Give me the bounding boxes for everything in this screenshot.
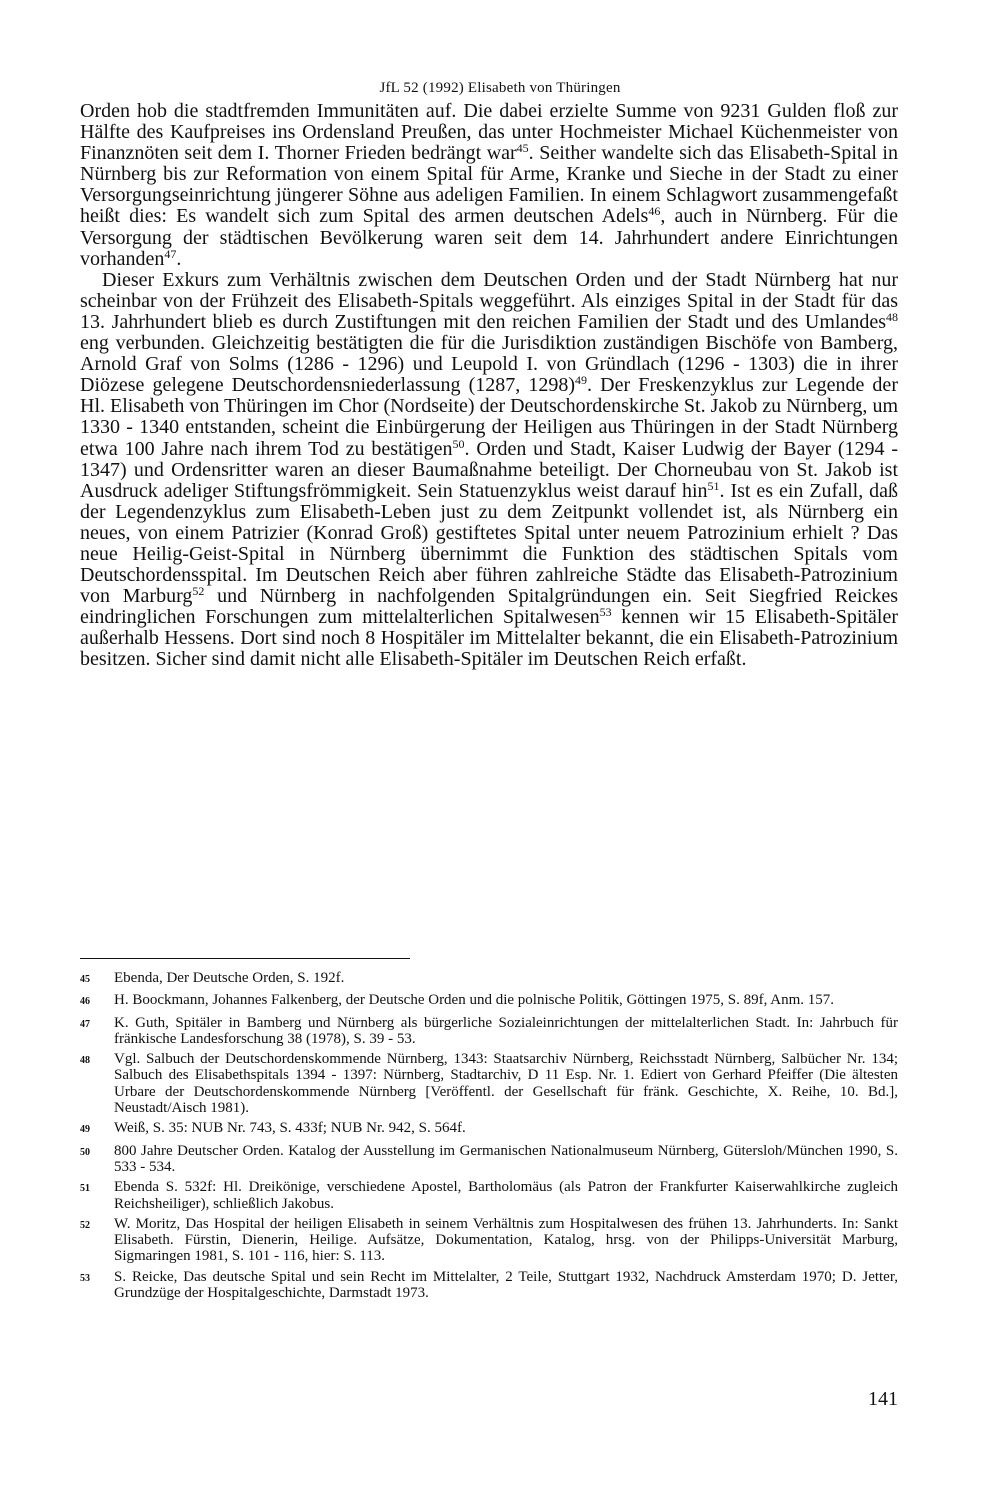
text-run: . <box>176 247 182 270</box>
footnote-text: Vgl. Salbuch der Deutschordenskommende Nürnberg, 1343: Staatsarchiv Nürnberg, Reichsstadt Nürnberg, Salbücher Nr. 134; Salbuch des Elisabethspitals 1394 - 1397: Nürnberg, Stadtarchiv, D 11 Esp. Nr. 1. Ediert von Gerhard Pfeiffer (Die ältesten Urbare der Deutschordenskommende Nürnberg [Veröffentl. der Gesellschaft für fränk. Geschichte, X. Reihe, 10. Bd.], Neustadt/Aisch 1981). <box>114 1051 898 1117</box>
paragraph-2 <box>80 270 898 671</box>
page-number: 141 <box>868 1388 898 1410</box>
footnote <box>80 1216 898 1265</box>
footnote-number: 53 <box>80 1272 90 1284</box>
footnote-ref: 50 <box>452 436 465 451</box>
footnote-text: 800 Jahre Deutscher Orden. Katalog der Ausstellung im Germanischen Nationalmuseum Nürnberg, Gütersloh/München 1990, S. 533 - 534. <box>114 1142 898 1175</box>
footnote-number: 48 <box>80 1055 90 1067</box>
footnote <box>80 1120 898 1138</box>
footnote-ref: 52 <box>192 584 205 599</box>
body-text <box>80 101 898 671</box>
footnote-text: Weiß, S. 35: NUB Nr. 743, S. 433f; NUB Nr. 942, S. 564f. <box>114 1120 466 1137</box>
footnote <box>80 992 898 1010</box>
text-run: , auch in Nürnberg. Für die Versorgung der städtischen Bevölkerung waren seit dem 14. Jahrhundert andere Einrichtungen vorhanden <box>80 205 898 270</box>
footnote-number: 50 <box>80 1146 90 1158</box>
text-run: . Ist es ein Zufall, daß der Legendenzyklus zum Elisabeth-Leben just zu dem Zeitpunkt vollendet ist, als Nürnberg ein neues, von einem Patrizier (Konrad Groß) gestiftetes Spital unter neuem Patrozinium erhielt ? Das neue Heilig-Geist-Spital in Nürnberg übernimmt die Funktion des städtischen Spitals vom Deutschordensspital. Im Deutschen Reich aber führen zahlreiche Städte das Elisabeth-Patrozinium von Marburg <box>80 479 899 608</box>
text-run: Dieser Exkurs zum Verhältnis zwischen dem Deutschen Orden und der Stadt Nürnberg hat nur scheinbar von der Frühzeit des Elisabeth-Spitals weggeführt. Als einziges Spital in der Stadt für das 13. Jahrhundert blieb es durch Zustiftungen mit den reichen Familien der Stadt und des Umlandes <box>80 268 898 333</box>
footnote-text: K. Guth, Spitäler in Bamberg und Nürnberg als bürgerliche Sozialeinrichtungen der mittelalterlichen Stadt. In: Jahrbuch für fränkische Landesforschung 38 (1978), S. 39 - 53. <box>114 1014 898 1047</box>
running-head: JfL 52 (1992) Elisabeth von Thüringen <box>379 80 621 96</box>
footnote-number: 51 <box>80 1183 90 1195</box>
footnote <box>80 1143 898 1176</box>
footnote-ref: 49 <box>575 373 588 388</box>
footnote-ref: 45 <box>516 141 529 156</box>
footnote-number: 47 <box>80 1018 90 1030</box>
footnote-number: 49 <box>80 1124 90 1136</box>
paragraph-1 <box>80 101 898 270</box>
text-run: eng verbunden. Gleichzeitig bestätigten die für die Jurisdiktion zuständigen Bischöfe von Bamberg, Arnold Graf von Solms (1286 - 1296) und Leupold I. von Gründlach (1296 - 1303) die in ihrer Diözese gelegene Deutschordensniederlassung (1287, 1298) <box>80 332 898 397</box>
footnote-separator <box>80 958 410 959</box>
footnote-text: S. Reicke, Das deutsche Spital und sein Recht im Mittelalter, 2 Teile, Stuttgart 1932, Nachdruck Amsterdam 1970; D. Jetter, Grundzüge der Hospitalgeschichte, Darmstadt 1973. <box>114 1268 898 1302</box>
footnote-ref: 46 <box>648 204 661 219</box>
footnote-text: W. Moritz, Das Hospital der heiligen Elisabeth in seinem Verhältnis zum Hospitalwesen des frühen 13. Jahrhunderts. In: Sankt Elisabeth. Fürstin, Dienerin, Heilige. Aufsätze, Dokumentation, Katalog, hrsg. von der Philipps-Universität Marburg, Sigmaringen 1981, S. 101 - 116, hier: S. 113. <box>114 1215 898 1265</box>
footnote-text: Ebenda S. 532f: Hl. Dreikönige, verschiedene Apostel, Bartholomäus (als Patron der Frankfurter Kaiserwahlkirche zugleich Reichsheiliger), schließlich Jakobus. <box>114 1179 898 1212</box>
text-run: . Orden und Stadt, Kaiser Ludwig der Bayer (1294 - 1347) und Ordensritter waren an dieser Baumaßnahme beteiligt. Der Chorneubau von St. Jakob ist Ausdruck adeliger Stiftungsfrömmigkeit. Sein Statuenzyklus weist darauf hin <box>80 437 898 502</box>
footnote-ref: 51 <box>707 478 720 493</box>
footnote-ref: 53 <box>599 605 612 620</box>
text-run: Orden hob die stadtfremden Immunitäten auf. Die dabei erzielte Summe von 9231 Gulden floß zur Hälfte des Kaufpreises ins Ordensland Preußen, das unter Hochmeister Michael Küchenmeister von Finanznöten seit dem I. Thorner Frieden bedrängt war <box>80 100 898 165</box>
footnote-number: 52 <box>80 1219 90 1231</box>
footnote <box>80 1015 898 1048</box>
footnote <box>80 1179 898 1212</box>
footnote-number: 45 <box>80 974 90 985</box>
text-run: kennen wir 15 Elisabeth-Spitäler außerhalb Hessens. Dort sind noch 8 Hospitäler im Mittelalter bekannt, die ein Elisabeth-Patrozinium besitzen. Sicher sind damit nicht alle Elisabeth-Spitäler im Deutschen Reich erfaßt. <box>80 606 898 671</box>
footnote-text: H. Boockmann, Johannes Falkenberg, der Deutsche Orden und die polnische Politik, Göttingen 1975, S. 89f, Anm. 157. <box>114 992 835 1009</box>
text-run: und Nürnberg in nachfolgenden Spitalgründungen ein. Seit Siegfried Reickes eindringlichen Forschungen zum mittelalterlichen Spitalwesen <box>80 585 899 629</box>
footnotes <box>80 970 898 1305</box>
footnote-ref: 47 <box>164 246 177 261</box>
footnote <box>80 1269 898 1302</box>
text-run: . Seither wandelte sich das Elisabeth-Spital in Nürnberg bis zur Reformation von einem Spital für Arme, Kranke und Sieche in der Stadt zu einer Versorgungseinrichtung jüngerer Söhne aus adeligen Familien. In einem Schlagwort zusammengefaßt heißt dies: Es wandelt sich zum Spital des armen deutschen Adels <box>80 142 898 228</box>
footnote-text: Ebenda, Der Deutsche Orden, S. 192f. <box>114 970 345 986</box>
footnote-ref: 48 <box>886 309 898 324</box>
footnote-number: 46 <box>80 996 90 1008</box>
footnote <box>80 1051 898 1116</box>
footnote <box>80 970 898 988</box>
text-run: . Der Freskenzyklus zur Legende der Hl. Elisabeth von Thüringen im Chor (Nordseite) der Deutschordenskirche St. Jakob zu Nürnberg, um 1330 - 1340 entstanden, scheint die Einbürgerung der Heiligen aus Thüringen in der Stadt Nürnberg etwa 100 Jahre nach ihrem Tod zu bestätigen <box>80 374 898 460</box>
